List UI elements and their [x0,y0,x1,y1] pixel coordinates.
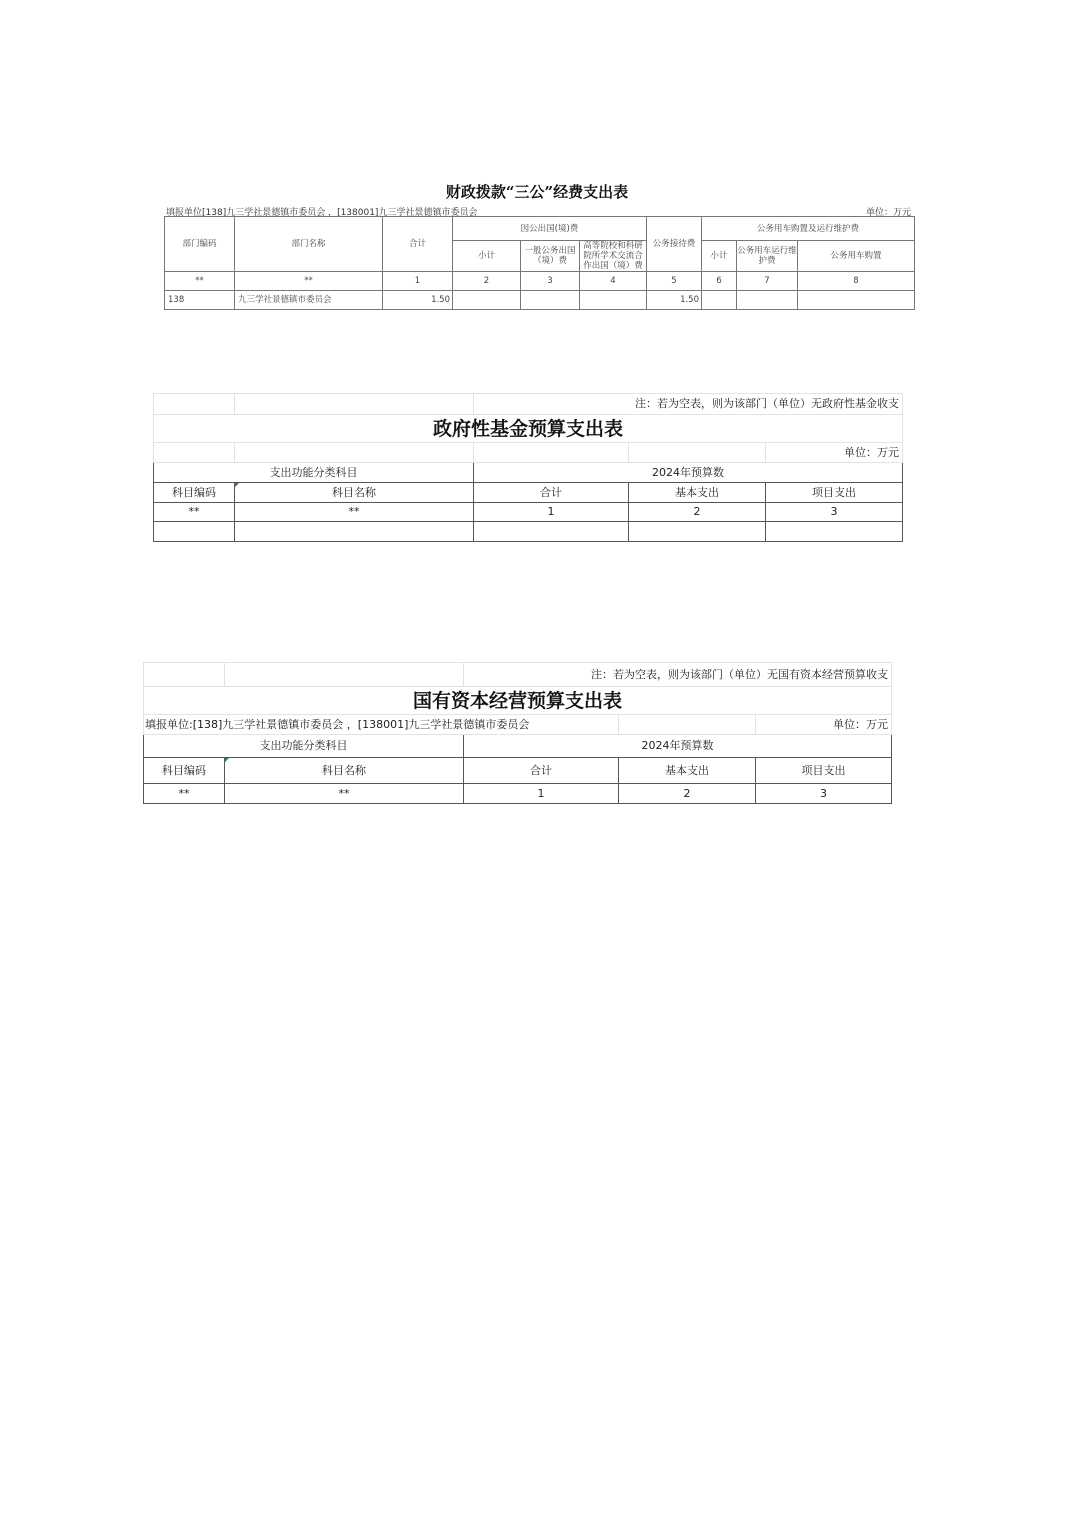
header-subject-code: 科目编码 [144,758,225,784]
empty-cell [235,522,474,542]
index-cell: ** [235,503,474,522]
three-public-expenses-table [164,216,915,310]
dept-name-cell: 九三学社景德镇市委员会 [235,291,383,310]
header-project-expense: 项目支出 [766,483,903,503]
header-abroad-univ: 高等院校和科研院所学术交流合作出国（境）费 [580,241,647,272]
index-cell: 8 [798,272,915,291]
header-budget-year: 2024年预算数 [464,735,892,758]
total-cell: 1.50 [383,291,453,310]
header-basic-expense: 基本支出 [629,483,766,503]
table3-unit-label: 单位：万元 [756,715,892,735]
index-cell: 5 [647,272,702,291]
dept-code-cell: 138 [165,291,235,310]
table-row [165,291,915,310]
index-cell: 1 [383,272,453,291]
index-cell: 3 [756,784,892,804]
empty-cell [521,291,580,310]
table3-note: 注：若为空表，则为该部门（单位）无国有资本经营预算收支 [464,663,892,687]
header-vehicle-run: 公务用车运行维护费 [737,241,798,272]
table2-unit-label: 单位：万元 [766,443,903,463]
header-dept-name: 部门名称 [235,217,383,272]
table2-note: 注：若为空表，则为该部门（单位）无政府性基金收支 [474,394,903,415]
index-cell: ** [154,503,235,522]
header-basic-expense: 基本支出 [619,758,756,784]
table2-title: 政府性基金预算支出表 [154,415,903,443]
table3-fill-unit: 填报单位:[138]九三学社景德镇市委员会 ，[138001]九三学社景德镇市委员会 [144,715,619,735]
empty-cell [766,522,903,542]
header-vehicle-subtotal: 小计 [702,241,737,272]
header-function-category: 支出功能分类科目 [154,463,474,483]
index-row [144,784,892,804]
table1-fill-unit: 填报单位[138]九三学社景德镇市委员会 ，[138001]九三学社景德镇市委员会 [166,208,478,218]
header-reception: 公务接待费 [647,217,702,272]
header-subject-name: 科目名称 [225,758,464,784]
table1-title: 财政拨款“三公”经费支出表 [445,183,629,201]
state-capital-budget-table [143,662,892,804]
reception-cell: 1.50 [647,291,702,310]
index-cell: ** [144,784,225,804]
table1-unit-label: 单位：万元 [866,208,912,218]
empty-cell [629,522,766,542]
index-row [165,272,915,291]
header-abroad-group: 因公出国(境)费 [453,217,647,241]
index-cell: 7 [737,272,798,291]
index-cell: ** [225,784,464,804]
empty-cell [154,522,235,542]
header-vehicle-group: 公务用车购置及运行维护费 [702,217,915,241]
index-cell: 6 [702,272,737,291]
index-cell: 2 [629,503,766,522]
index-cell: ** [165,272,235,291]
empty-cell [737,291,798,310]
index-cell: 2 [619,784,756,804]
header-project-expense: 项目支出 [756,758,892,784]
header-abroad-general: 一般公务出国（境）费 [521,241,580,272]
header-abroad-subtotal: 小计 [453,241,521,272]
index-cell: 1 [474,503,629,522]
table3-title: 国有资本经营预算支出表 [144,687,892,715]
empty-cell [580,291,647,310]
header-vehicle-buy: 公务用车购置 [798,241,915,272]
header-subject-name: 科目名称 [235,483,474,503]
index-cell: 3 [766,503,903,522]
header-total: 合计 [383,217,453,272]
header-total: 合计 [464,758,619,784]
empty-cell [702,291,737,310]
header-dept-code: 部门编码 [165,217,235,272]
header-total: 合计 [474,483,629,503]
index-cell: 1 [464,784,619,804]
header-function-category: 支出功能分类科目 [144,735,464,758]
index-cell: ** [235,272,383,291]
empty-cell [453,291,521,310]
empty-cell [474,522,629,542]
index-cell: 3 [521,272,580,291]
table-row [154,522,903,542]
index-cell: 2 [453,272,521,291]
index-cell: 4 [580,272,647,291]
header-subject-code: 科目编码 [154,483,235,503]
government-fund-budget-table [153,393,903,542]
header-budget-year: 2024年预算数 [474,463,903,483]
empty-cell [798,291,915,310]
index-row [154,503,903,522]
